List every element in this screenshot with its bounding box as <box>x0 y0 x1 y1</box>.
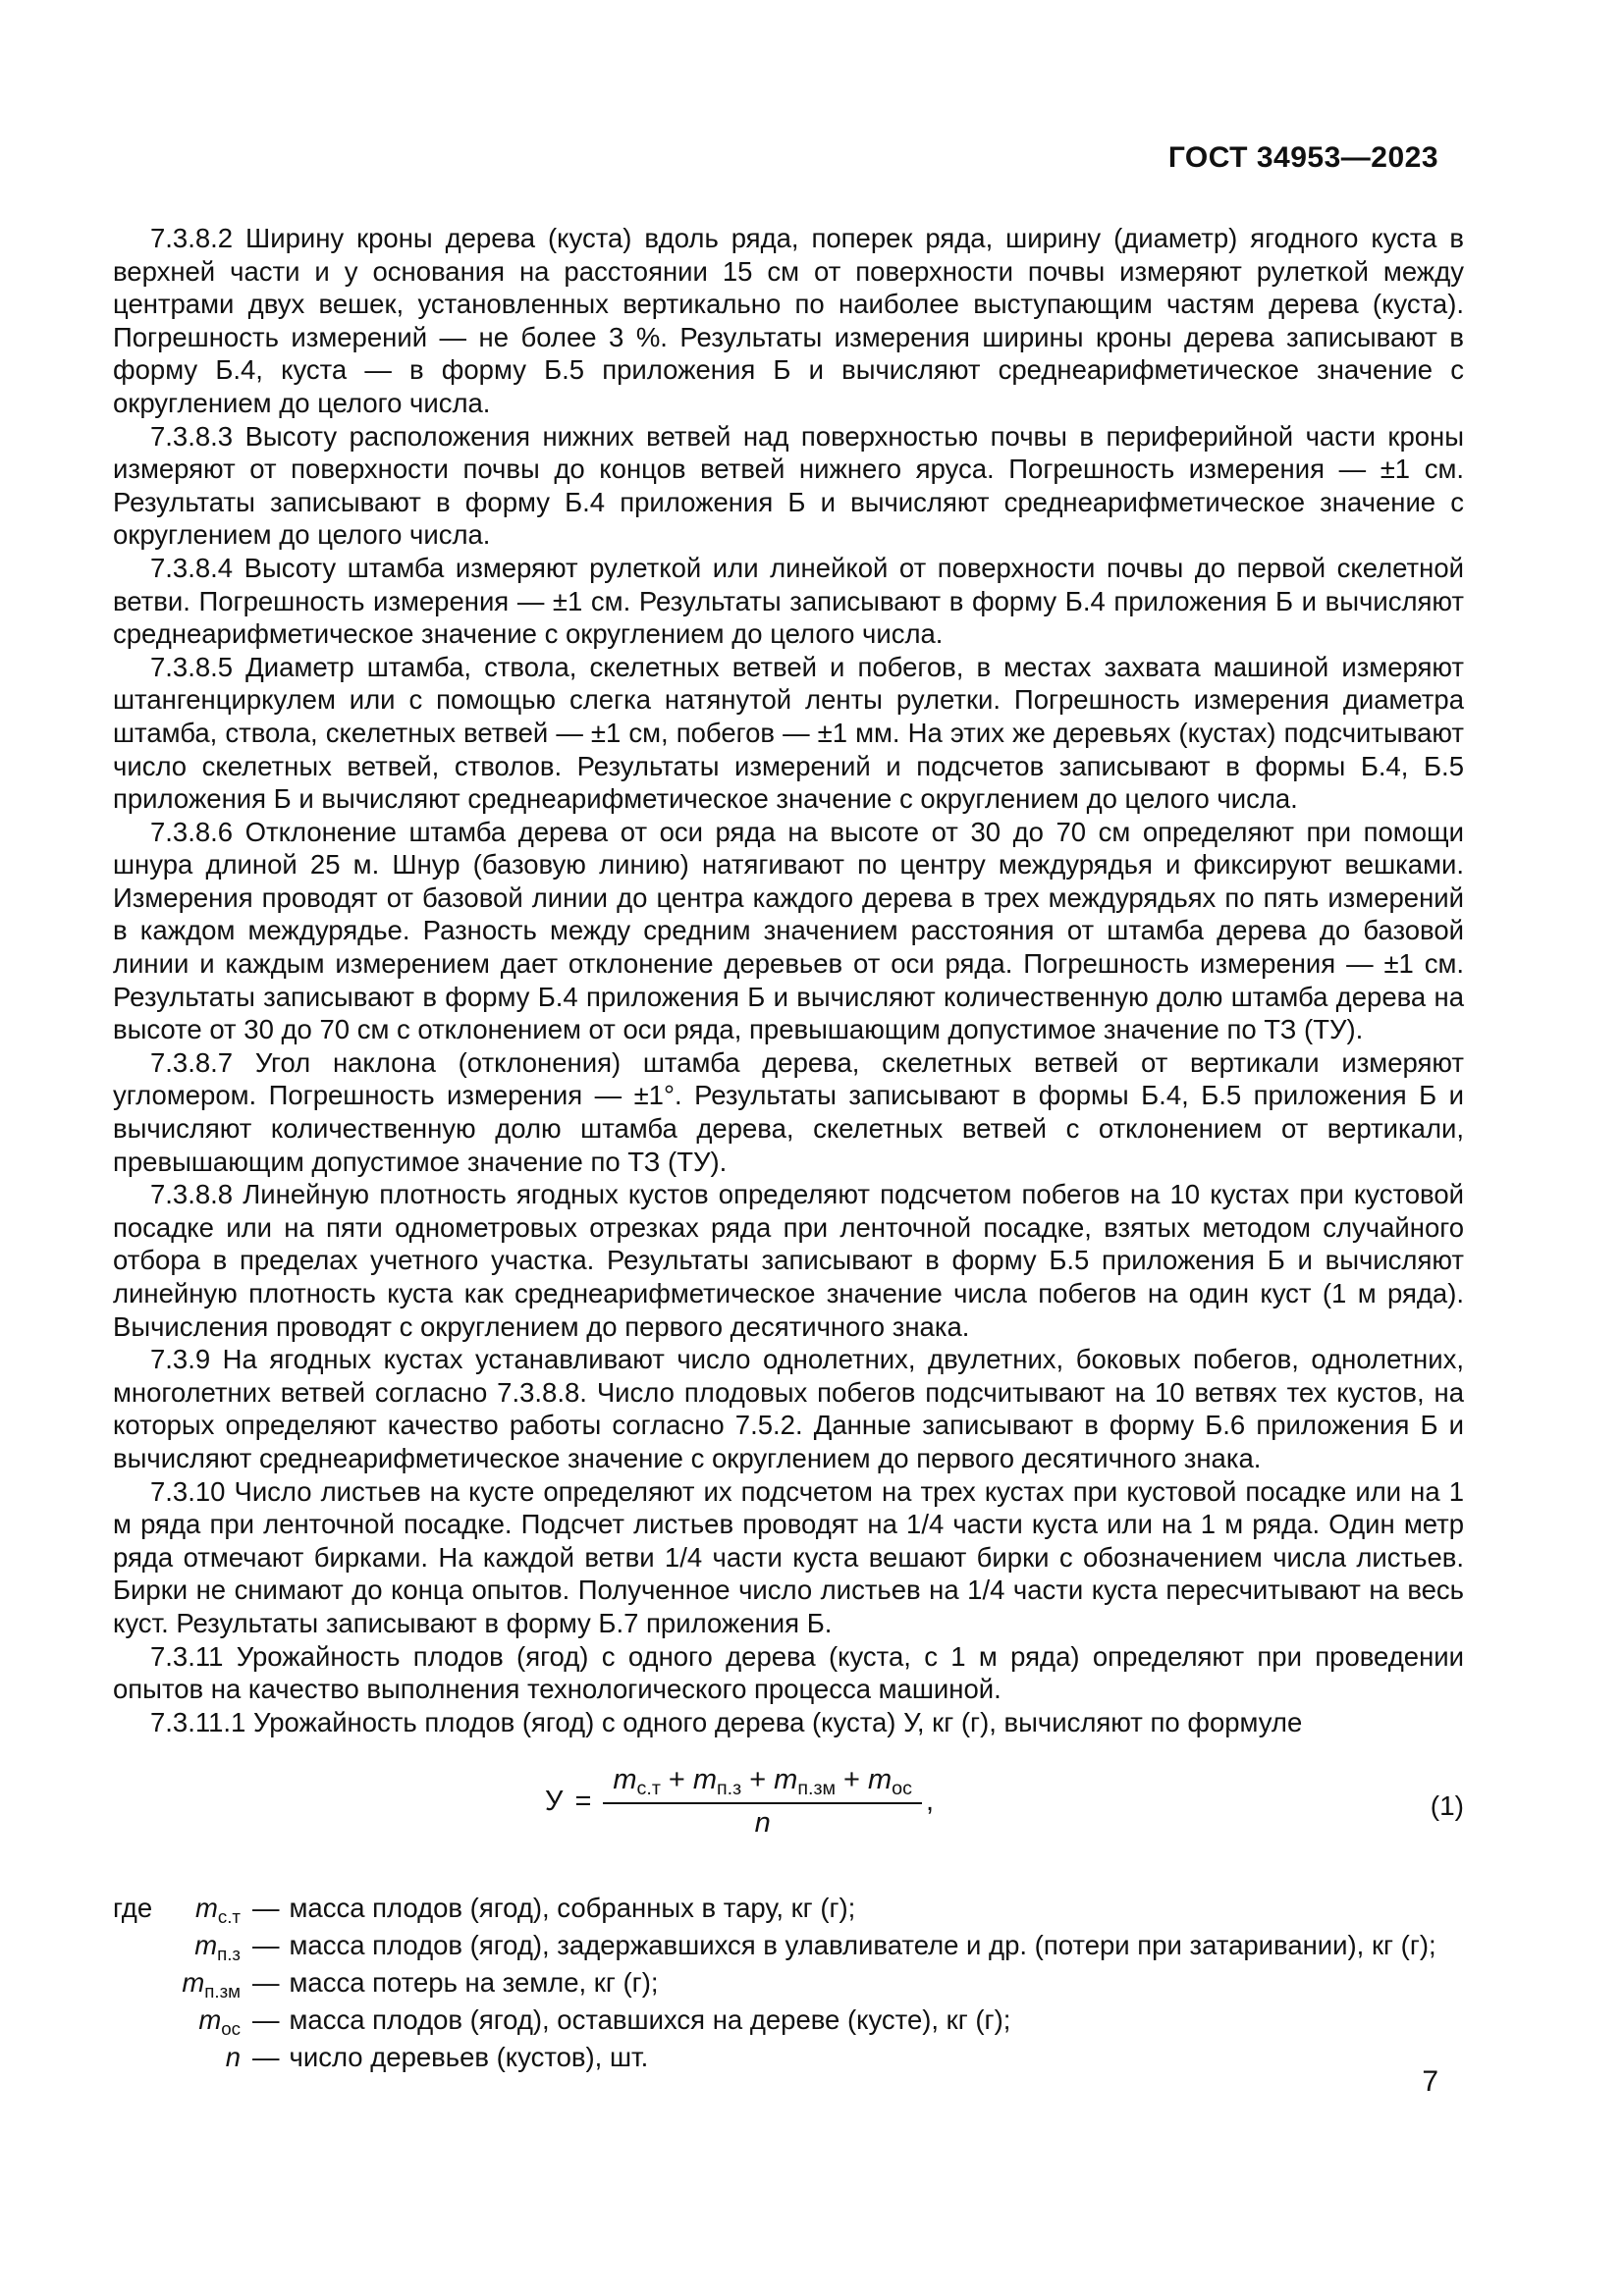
document-body <box>113 222 1464 2076</box>
fraction-numerator <box>603 1764 922 1803</box>
formula-1 <box>545 1764 934 1840</box>
paragraph-7-3-9: 7.3.9 На ягодных кустах устанавливают число однолетних, двулетних, боковых побегов, однолетних, многолетних ветвей согласно 7.3.8.8. Число плодовых побегов подсчитывают на 10 ветвях тех кустов, на которых определяют качество работы согласно 7.5.2. Данные записывают в форму Б.6 приложения Б и вычисляют среднеарифметическое значение с округлением до первого десятичного знака. <box>113 1344 1464 1473</box>
definition-text: масса плодов (ягод), задержавшихся в улавливателе и др. (потери при затаривании), кг (г); <box>289 1930 1436 1961</box>
symbol-m-pzm: m <box>774 1764 798 1796</box>
fraction-denominator <box>755 1804 771 1840</box>
symbol-m-pzm: m <box>182 1967 205 1999</box>
formula-block <box>113 1754 1464 1872</box>
paragraph-7-3-8-3: 7.3.8.3 Высоту расположения нижних ветвей над поверхностью почвы в периферийной части кроны измеряют от поверхности почвы до концов ветвей нижнего яруса. Погрешность измерения — ±1 см. Результаты записывают в форму Б.4 приложения Б и вычисляют среднеарифметическое значение с округлением до целого числа. <box>113 420 1464 551</box>
paragraph-7-3-8-4: 7.3.8.4 Высоту штамба измеряют рулеткой или линейкой от поверхности почвы до первой скелетной ветви. Погрешность измерения — ±1 см. Результаты записывают в форму Б.4 приложения Б и вычисляют среднеарифметическое значение с округлением до целого числа. <box>113 552 1464 650</box>
em-dash: — <box>252 1930 280 1961</box>
symbol-m-os: m <box>867 1764 893 1796</box>
definition-text: масса потерь на земле, кг (г); <box>289 1967 659 1999</box>
subscript-os: ос <box>221 2017 241 2039</box>
em-dash: — <box>252 2004 280 2036</box>
paragraph-7-3-8-7: 7.3.8.7 Угол наклона (отклонения) штамба дерева, скелетных ветвей от вертикали измеряют угломером. Погрешность измерения — ±1°. Результаты записывают в формы Б.4, Б.5 приложения Б и вычисляют количественную долю штамба дерева, скелетных ветвей с отклонением от вертикали, превышающим допустимое значение по ТЗ (ТУ). <box>113 1046 1464 1177</box>
paragraph-7-3-8-6: 7.3.8.6 Отклонение штамба дерева от оси ряда на высоте от 30 до 70 см определяют при помощи шнура длиной 25 м. Шнур (базовую линию) натягивают по центру междурядья и фиксируют вешками. Измерения проводят от базовой линии до центра каждого дерева в трех междурядьях по пять измерений в каждом междурядье. Разность между средним значением расстояния от штамба дерева до базовой линии и каждым измерением дает отклонение деревьев от оси ряда. Погрешность измерения — ±1 см. Результаты записывают в форму Б.4 приложения Б и вычисляют количественную долю штамба дерева на высоте от 30 до 70 см с отклонением от оси ряда, превышающим допустимое значение по ТЗ (ТУ). <box>113 816 1464 1045</box>
definition-item <box>113 1927 1464 1964</box>
em-dash: — <box>252 2042 280 2073</box>
paragraph-7-3-10: 7.3.10 Число листьев на кусте определяют их подсчетом на трех кустах при кустовой посадке или на 1 м ряда при ленточной посадке. Подсчет листьев проводят на 1/4 части куста или на 1 м ряда. Один метр ряда отмечают бирками. На каждой ветви 1/4 части куста вешают бирки с обозначением числа листьев. Бирки не снимают до конца опытов. Полученное число листьев на 1/4 части куста пересчитывают на весь куст. Результаты записывают в форму Б.7 приложения Б. <box>113 1475 1464 1638</box>
subscript-os: ос <box>892 1777 912 1799</box>
paragraph-7-3-8-2: 7.3.8.2 Ширину кроны дерева (куста) вдоль ряда, поперек ряда, ширину (диаметр) ягодного куста в верхней части и у основания на расстоянии 15 см от поверхности почвы измеряют рулеткой между центрами двух вешек, установленных вертикально по наиболее выступающим частям дерева (куста). Погрешность измерений — не более 3 %. Результаты измерения ширины кроны дерева записывают в форму Б.4, куста — в форму Б.5 приложения Б и вычисляют среднеарифметическое значение с округлением до целого числа. <box>113 223 1464 418</box>
plus-sign: + <box>843 1764 860 1796</box>
formula-definitions <box>113 1890 1464 2076</box>
paragraph-7-3-11-1: 7.3.11.1 Урожайность плодов (ягод) с одного дерева (куста) У, кг (г), вычисляют по формуле <box>150 1706 1303 1737</box>
paragraph-7-3-8-5: 7.3.8.5 Диаметр штамба, ствола, скелетных ветвей и побегов, в местах захвата машиной измеряют штангенциркулем или с помощью слегка натянутой ленты рулетки. Погрешность измерения диаметра штамба, ствола, скелетных ветвей — ±1 см, побегов — ±1 мм. На этих же деревьях (кустах) подсчитывают число скелетных ветвей, стволов. Результаты измерений и подсчетов записывают в формы Б.4, Б.5 приложения Б и вычисляют среднеарифметическое значение с округлением до целого числа. <box>113 651 1464 815</box>
symbol-m-os: m <box>198 2004 222 2036</box>
comma: , <box>925 1785 935 1817</box>
definition-symbol <box>162 1927 241 1964</box>
symbol-n: n <box>225 2042 241 2073</box>
definition-symbol <box>162 1964 241 2002</box>
em-dash: — <box>252 1893 280 1924</box>
symbol-m-pz: m <box>692 1764 718 1796</box>
symbol-m-pz: m <box>194 1930 218 1961</box>
subscript-pz: п.з <box>217 1943 241 1964</box>
plus-sign: + <box>668 1764 685 1796</box>
formula-lhs: У <box>545 1785 564 1817</box>
definition-intro: где <box>113 1893 153 1924</box>
formula-number: (1) <box>1430 1790 1464 1822</box>
definition-text: масса плодов (ягод), собранных в тару, кг (г); <box>289 1893 856 1924</box>
subscript-pz: п.з <box>717 1777 742 1799</box>
subscript-st: с.т <box>636 1777 661 1799</box>
definition-symbol <box>162 2002 241 2039</box>
definition-text: масса плодов (ягод), оставшихся на дереве (кусте), кг (г); <box>289 2004 1011 2036</box>
equals-sign: = <box>574 1785 592 1817</box>
subscript-pzm: п.зм <box>797 1777 837 1799</box>
plus-sign: + <box>749 1764 767 1796</box>
definition-item <box>113 1964 1464 2002</box>
fraction <box>603 1764 922 1840</box>
em-dash: — <box>252 1967 280 1999</box>
definition-symbol <box>162 1890 241 1927</box>
definition-text: число деревьев (кустов), шт. <box>289 2042 649 2073</box>
document-designation: ГОСТ 34953—2023 <box>1167 141 1438 174</box>
page-number: 7 <box>1422 2065 1438 2098</box>
definition-item <box>113 2002 1464 2039</box>
paragraph-7-3-11: 7.3.11 Урожайность плодов (ягод) с одного дерева (куста, с 1 м ряда) определяют при проведении опытов на качество выполнения технологического процесса машиной. <box>113 1640 1464 1705</box>
symbol-m-st: m <box>194 1893 218 1924</box>
symbol-m-st: m <box>613 1764 637 1796</box>
subscript-pzm: п.зм <box>204 1980 241 2002</box>
definition-item <box>113 1890 1464 1927</box>
symbol-n: n <box>754 1806 771 1839</box>
subscript-st: с.т <box>217 1905 241 1927</box>
paragraph-7-3-8-8: 7.3.8.8 Линейную плотность ягодных кустов определяют подсчетом побегов на 10 кустах при кустовой посадке или на пяти однометровых отрезках ряда при ленточной посадке, взятых методом случайного отбора в пределах учетного участка. Результаты записывают в форму Б.5 приложения Б и вычисляют линейную плотность куста как среднеарифметическое значение числа побегов на один куст (1 м ряда). Вычисления проводят с округлением до первого десятичного знака. <box>113 1179 1464 1342</box>
